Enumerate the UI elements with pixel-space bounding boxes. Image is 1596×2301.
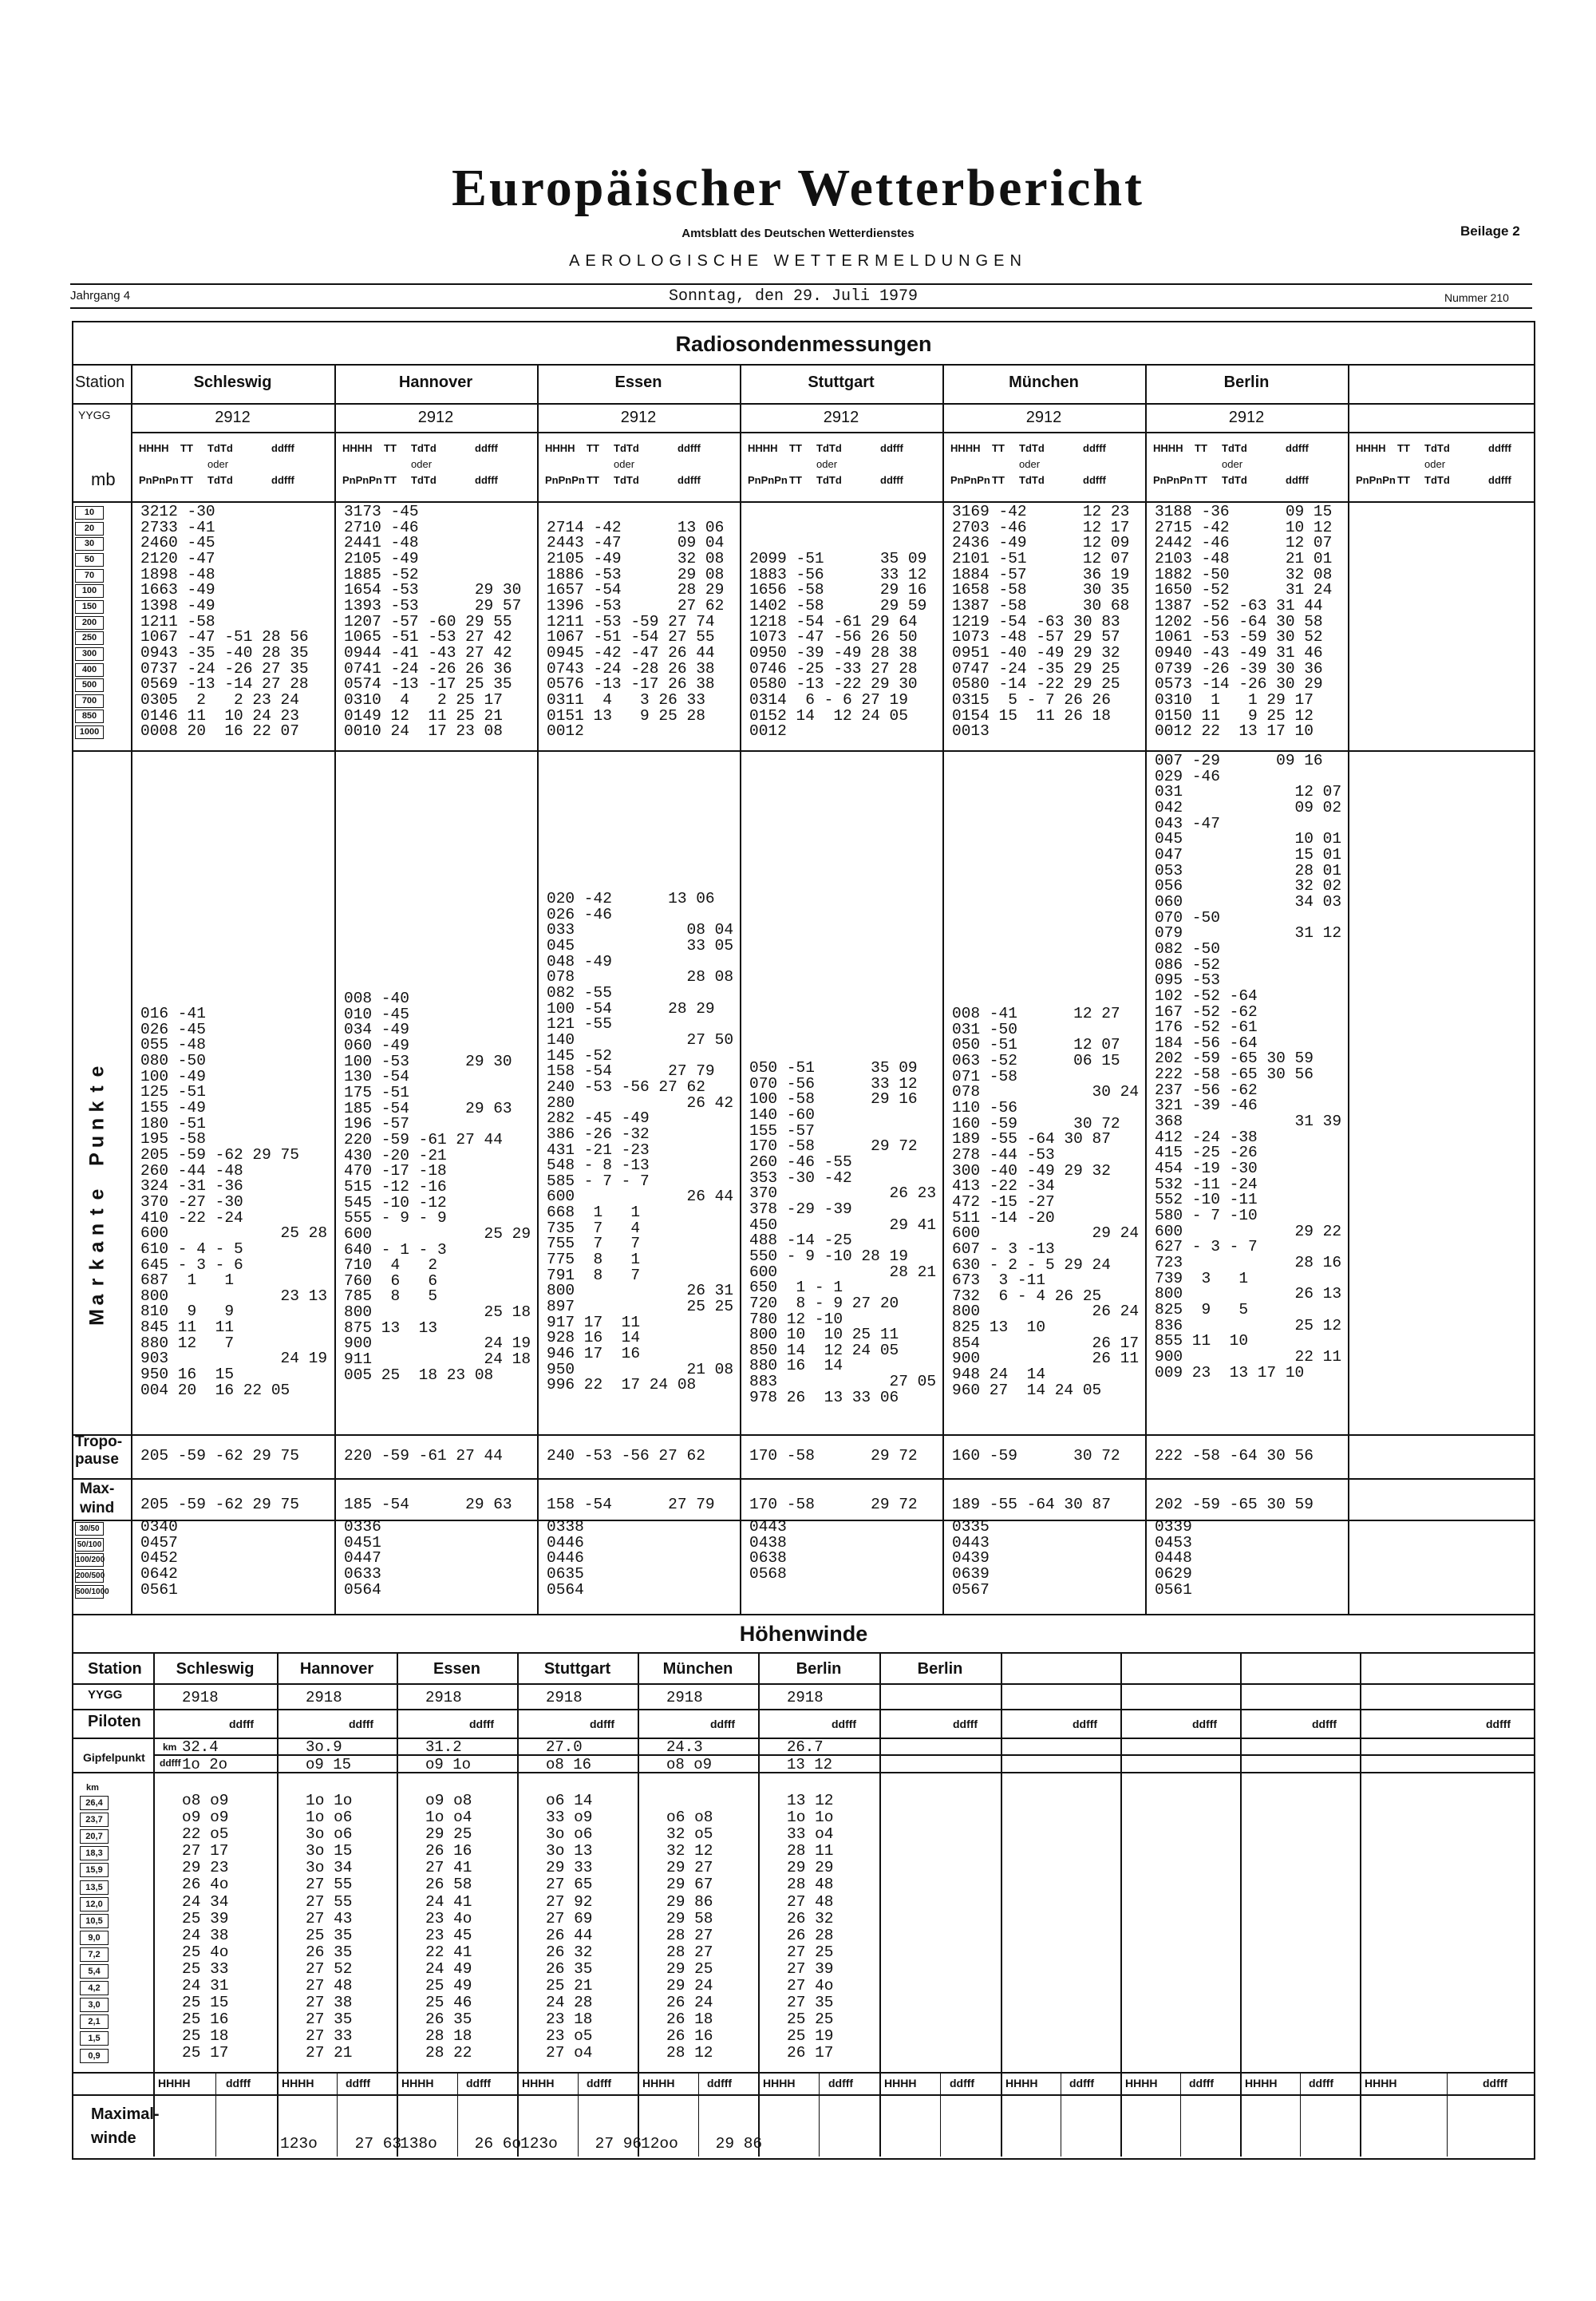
header-label: ddfff	[1286, 474, 1309, 486]
markante-punkte: 008 -40 010 -45 034 -49 060 -49 100 -53 29 30 130 -54 175 -51 185 -54 29 63 196 -57 220 -59 -61 27 44 430 -20 -21 470 -17 -18 515 -12 -16 545 -10 -12 555 - 9 - 9 600 25 29 640 - 1 - 3 710 4 2 760 6 6 785 8 5 800 25 18 875 13 13 900 24 19 911 24 18 005 25 18 23 08	[344, 990, 531, 1384]
header-label: ddfff	[475, 442, 498, 454]
ddfff-header: ddfff	[1312, 1718, 1337, 1730]
header-label: HHHH	[545, 442, 575, 454]
sub-divider	[337, 2072, 338, 2157]
header-label: TdTd	[1424, 442, 1450, 454]
header-label: TT	[992, 474, 1005, 486]
header-label: HHHH	[342, 442, 373, 454]
sub-divider	[1447, 2072, 1448, 2157]
rule	[73, 403, 1534, 405]
station-name: Schleswig	[176, 1660, 255, 1678]
column-divider	[397, 1652, 398, 2157]
wind-column: o9 o8 1o o4 29 25 26 16 27 41 26 58 24 41 23 4o 23 45 22 41 24 49 25 49 25 46 26 35 28 18 28 22	[425, 1792, 472, 2062]
standard-levels: 2099 -51 35 09 1883 -56 33 12 1656 -58 29 16 1402 -58 29 59 1218 -54 -61 29 64 1073 -47 -56 26 50 0950 -39 -49 28 38 0746 -25 -33 27 28 0580 -13 -22 29 30 0314 6 - 6 27 19 0152 14 12 24 05 0012	[749, 549, 927, 741]
header-label: TdTd	[1424, 474, 1450, 486]
header-rule	[70, 283, 1532, 285]
mb-level: 1000	[75, 725, 104, 739]
altitude-level: 15,9	[80, 1863, 109, 1877]
header-label: oder	[1424, 458, 1446, 470]
column-divider	[277, 1652, 279, 2157]
mb-level: 150	[75, 600, 104, 614]
column-divider	[1145, 364, 1147, 1614]
sub-divider	[1300, 2072, 1301, 2157]
maxwind-value: 189 -55 -64 30 87	[952, 1496, 1111, 1513]
header-label: TdTd	[1222, 474, 1247, 486]
gipfel-ddfff: 1o 2o	[182, 1756, 228, 1773]
header-label: ddfff	[1083, 442, 1106, 454]
ddfff-header: ddfff	[466, 2077, 492, 2089]
ddfff-header: ddfff	[346, 2077, 371, 2089]
ddfff-header: ddfff	[1192, 1718, 1218, 1730]
ddfff-header: ddfff	[349, 1718, 374, 1730]
hhhh-header: HHHH	[522, 2077, 555, 2089]
header-label: ddfff	[271, 442, 294, 454]
markante-letter: e	[85, 1065, 109, 1077]
header-label: ddfff	[1488, 442, 1511, 454]
hhhh-header: HHHH	[1005, 2077, 1038, 2089]
header-label: TT	[1397, 442, 1410, 454]
rule	[153, 1754, 1534, 1756]
nummer: Nummer 210	[1444, 291, 1509, 304]
header-label: HHHH	[950, 442, 981, 454]
rule	[73, 364, 1534, 366]
column-divider	[758, 1652, 760, 2157]
hoehenwinde-title: Höhenwinde	[739, 1622, 868, 1646]
km-unit: km	[86, 1783, 99, 1793]
radiosonde-table	[72, 321, 1535, 1615]
column-divider	[740, 364, 741, 1614]
maxwind-layers: 0339 0453 0448 0629 0561	[1155, 1518, 1192, 1599]
markante-punkte: 020 -42 13 06 026 -46 033 08 04 045 33 05 048 -49 078 28 08 082 -55 100 -54 28 29 121 -55 140 27 50 145 -52 158 -54 27 79 240 -53 -56 27 62 280 26 42 282 -45 -49 386 -26 -32 431 -21 -23 548 - 8 -13 585 - 7 - 7 600 26 44 668 1 1 735 7 4 755 7 7 775 8 1 791 8 7 800 26 31 897 25 25 917 17 11 928 16 14 946 17 16 950 21 08 996 22 17 24 08	[547, 890, 734, 1394]
sub-divider	[578, 2072, 579, 2157]
standard-levels: 3169 -42 12 23 2703 -46 12 17 2436 -49 12 09 2101 -51 12 07 1884 -57 36 19 1658 -58 30 35 1387 -58 30 68 1219 -54 -63 30 83 1073 -48 -57 29 57 0951 -40 -49 29 32 0747 -24 -35 29 25 0580 -14 -22 29 25 0315 5 - 7 26 26 0154 15 11 26 18 0013	[952, 503, 1130, 741]
mb-level: 850	[75, 710, 104, 723]
ddfff-header: ddfff	[832, 1718, 857, 1730]
radiosonde-title: Radiosondenmessungen	[675, 332, 932, 356]
header-label: ddfff	[880, 442, 903, 454]
beilage: Beilage 2	[1460, 223, 1520, 239]
mb-label: mb	[91, 469, 116, 489]
ddfff-header: ddfff	[710, 1718, 736, 1730]
station-name: Schleswig	[193, 374, 272, 391]
station-name: München	[1009, 374, 1079, 391]
markante-letter: k	[85, 1259, 109, 1271]
maxwind-value: 170 -58 29 72	[749, 1496, 918, 1513]
altitude-level: 5,4	[80, 1964, 109, 1979]
altitude-level: 12,0	[80, 1897, 109, 1912]
wind-column: 13 12 1o 1o 33 o4 28 11 29 29 28 48 27 48 26 32 26 28 27 25 27 39 27 4o 27 35 25 25 25 19 26 17	[787, 1792, 834, 2062]
hhhh-header: HHHH	[642, 2077, 675, 2089]
sub-divider	[698, 2072, 699, 2157]
mb-level: 200	[75, 616, 104, 630]
maxwind-level: 50/100	[75, 1538, 104, 1552]
gipfel-km: 24.3	[666, 1738, 703, 1756]
column-divider	[1001, 1652, 1002, 2157]
station-name: München	[662, 1660, 733, 1678]
markante-punkte: 016 -41 026 -45 055 -48 080 -50 100 -49 125 -51 155 -49 180 -51 195 -58 205 -59 -62 29 75 260 -44 -48 324 -31 -36 370 -27 -30 410 -22 -24 600 25 28 610 - 4 - 5 645 - 3 - 6 687 1 1 800 23 13 810 9 9 845 11 11 880 12 7 903 24 19 950 16 15 004 20 16 22 05	[140, 1005, 328, 1399]
header-label: ddfff	[1286, 442, 1309, 454]
header-label: HHHH	[748, 442, 778, 454]
yygg-value: 2912	[620, 409, 657, 426]
header-label: TT	[384, 474, 397, 486]
mb-level: 700	[75, 694, 104, 708]
altitude-level: 1,5	[80, 2031, 109, 2046]
gipfel-ddfff: o8 o9	[666, 1756, 713, 1773]
altitude-level: 18,3	[80, 1846, 109, 1860]
wind-column: o8 o9 o9 o9 22 o5 27 17 29 23 26 4o 24 34 25 39 24 38 25 4o 25 33 24 31 25 15 25 16 25 18 25 17	[182, 1792, 229, 2062]
header-label: ddfff	[271, 474, 294, 486]
wind-column: o6 14 33 o9 3o o6 3o 13 29 33 27 65 27 92 27 69 26 44 26 32 26 35 25 21 24 28 23 18 23 o5 27 o4	[546, 1792, 593, 2062]
station-label: Station	[88, 1660, 142, 1678]
mb-level: 250	[75, 631, 104, 645]
header-label: TT	[1195, 474, 1207, 486]
column-divider	[1348, 364, 1349, 1614]
maximalwind-value: 123o 27 96	[520, 2135, 642, 2153]
tropopause-value: 160 -59 30 72	[952, 1447, 1120, 1465]
maxwind-layers: 0338 0446 0446 0635 0564	[547, 1518, 584, 1599]
column-divider	[879, 1652, 881, 2157]
column-divider	[334, 364, 336, 1614]
hhhh-header: HHHH	[1365, 2077, 1397, 2089]
markante-punkte: 050 -51 35 09 070 -56 33 12 100 -58 29 16 140 -60 155 -57 170 -58 29 72 260 -46 -55 353 -30 -42 370 26 23 378 -29 -39 450 29 41 488 -14 -25 550 - 9 -10 28 19 600 28 21 650 1 - 1 720 8 - 9 27 20 780 12 -10 800 10 10 25 11 850 14 12 24 05 880 16 14 883 27 05 978 26 13 33 06	[749, 1059, 937, 1406]
column-divider	[942, 364, 944, 1614]
tropopause-value: 220 -59 -61 27 44	[344, 1447, 503, 1465]
maximalwinde-label: Maximal- winde	[91, 2105, 160, 2147]
yygg-value: 2918	[182, 1689, 219, 1706]
station-name: Stuttgart	[808, 374, 875, 391]
station-name: Hannover	[299, 1660, 374, 1678]
header-label: TT	[1195, 442, 1207, 454]
station-name: Berlin	[917, 1660, 963, 1678]
header-label: TdTd	[207, 474, 233, 486]
hhhh-header: HHHH	[158, 2077, 191, 2089]
header-label: TdTd	[816, 474, 842, 486]
maxwind-value: 205 -59 -62 29 75	[140, 1496, 299, 1513]
tropopause-value: 240 -53 -56 27 62	[547, 1447, 705, 1465]
km-label: km	[163, 1742, 177, 1753]
header-label: PnPnPn	[1153, 474, 1193, 486]
hhhh-header: HHHH	[884, 2077, 917, 2089]
markante-letter: u	[85, 1135, 109, 1149]
yygg-value: 2912	[1025, 409, 1062, 426]
yygg-value: 2918	[666, 1689, 703, 1706]
maxwind-level: 200/500	[75, 1569, 104, 1583]
maximalwind-value: 12oo 29 86	[641, 2135, 763, 2153]
header-label: PnPnPn	[545, 474, 585, 486]
tropopause-value: 170 -58 29 72	[749, 1447, 918, 1465]
yygg-value: 2918	[546, 1689, 583, 1706]
header-label: TdTd	[816, 442, 842, 454]
header-label: TdTd	[614, 442, 639, 454]
station-name: Stuttgart	[543, 1660, 611, 1678]
header-label: HHHH	[139, 442, 169, 454]
altitude-level: 9,0	[80, 1931, 109, 1945]
header-label: TdTd	[411, 474, 437, 486]
station-name: Berlin	[1223, 374, 1270, 391]
markante-punkte: 007 -29 09 16 029 -46 031 12 07 042 09 02 043 -47 045 10 01 047 15 01 053 28 01 056 32 02 060 34 03 070 -50 079 31 12 082 -50 086 -52 095 -53 102 -52 -64 167 -52 -62 176 -52 -61 184 -56 -64 202 -59 -65 30 59 222 -58 -65 30 56 237 -56 -62 321 -39 -46 368 31 39 412 -24 -38 415 -25 -26 454 -19 -30 532 -11 -24 552 -10 -11 580 - 7 -10 600 29 22 627 - 3 - 7 723 28 16 739 3 1 800 26 13 825 9 5 836 25 12 855 11 10 900 22 11 009 23 13 17 10	[1155, 752, 1342, 1382]
header-label: TT	[587, 474, 599, 486]
rule	[73, 1683, 1534, 1685]
maxwind-layers: 0443 0438 0638 0568	[749, 1518, 787, 1583]
yygg-value: 2918	[787, 1689, 824, 1706]
station-label: Station	[75, 374, 125, 391]
hhhh-header: HHHH	[401, 2077, 434, 2089]
maxwind-level: 100/200	[75, 1553, 104, 1567]
mb-level: 300	[75, 647, 104, 661]
standard-levels: 3188 -36 09 15 2715 -42 10 12 2442 -46 12 07 2103 -48 21 01 1882 -50 32 08 1650 -52 31 24 1387 -52 -63 31 44 1202 -56 -64 30 58 1061 -53 -59 30 52 0940 -43 -49 31 46 0739 -26 -39 30 36 0573 -14 -26 30 29 0310 1 1 29 17 0150 11 9 25 12 0012 22 13 17 10	[1155, 503, 1333, 741]
mb-level: 70	[75, 569, 104, 583]
markante-letter: r	[85, 1278, 109, 1287]
markante-letter: k	[85, 1101, 109, 1113]
maximalwind-value: 123o 27 63	[280, 2135, 402, 2153]
markante-letter: M	[85, 1309, 109, 1326]
markante-punkte: 008 -41 12 27 031 -50 050 -51 12 07 063 -52 06 15 071 -58 078 30 24 110 -56 160 -59 30 72 189 -55 -64 30 87 278 -44 -53 300 -40 -49 29 32 413 -22 -34 472 -15 -27 511 -14 -20 600 29 24 607 - 3 -13 630 - 2 - 5 29 24 673 3 -11 732 6 - 4 26 25 800 26 24 825 13 10 854 26 17 900 26 11 948 24 14 960 27 14 24 05	[952, 1005, 1140, 1399]
rule	[131, 432, 1534, 433]
column-divider	[537, 364, 539, 1614]
station-name: Essen	[433, 1660, 480, 1678]
header-label: HHHH	[1356, 442, 1386, 454]
header-label: TdTd	[1222, 442, 1247, 454]
standard-levels: 3212 -30 2733 -41 2460 -45 2120 -47 1898 -48 1663 -49 1398 -49 1211 -58 1067 -47 -51 28 56 0943 -35 -40 28 35 0737 -24 -26 27 35 0569 -13 -14 27 28 0305 2 2 23 24 0146 11 10 24 23 0008 20 16 22 07	[140, 503, 309, 741]
header-label: TdTd	[411, 442, 437, 454]
column-divider	[517, 1652, 519, 2157]
jahrgang: Jahrgang 4	[70, 289, 131, 302]
wind-column: 1o 1o 1o o6 3o o6 3o 15 3o 34 27 55 27 55 27 43 25 35 26 35 27 52 27 48 27 38 27 35 27 33 27 21	[306, 1792, 353, 2062]
sub-divider	[819, 2072, 820, 2157]
ddfff-header: ddfff	[1486, 1718, 1511, 1730]
markante-letter: a	[85, 1294, 109, 1306]
ddfff-header: ddfff	[469, 1718, 495, 1730]
section-title: AEROLOGISCHE WETTERMELDUNGEN	[569, 252, 1027, 270]
header-rule	[70, 307, 1532, 309]
header-label: oder	[207, 458, 229, 470]
station-name: Hannover	[398, 374, 473, 391]
maxwind-value: 185 -54 29 63	[344, 1496, 512, 1513]
header-label: PnPnPn	[748, 474, 788, 486]
rule	[73, 1434, 1534, 1436]
mb-level: 10	[75, 506, 104, 520]
hoehenwinde-table	[72, 1614, 1535, 2160]
header-label: ddfff	[1083, 474, 1106, 486]
hhhh-header: HHHH	[282, 2077, 314, 2089]
yygg-value: 2918	[306, 1689, 342, 1706]
column-divider	[638, 1652, 639, 2157]
altitude-level: 20,7	[80, 1829, 109, 1844]
yygg-label: YYGG	[78, 409, 111, 421]
header-label: ddfff	[678, 442, 701, 454]
column-divider	[1240, 1652, 1242, 2157]
altitude-level: 4,2	[80, 1981, 109, 1995]
gipfel-km: 32.4	[182, 1738, 219, 1756]
markante-letter: n	[85, 1223, 109, 1236]
header-label: TdTd	[1019, 442, 1045, 454]
gipfel-ddfff: o8 16	[546, 1756, 592, 1773]
altitude-level: 26,4	[80, 1796, 109, 1810]
rule	[73, 1520, 1534, 1521]
markante-letter: e	[85, 1188, 109, 1200]
ddfff-header: ddfff	[587, 2077, 612, 2089]
header-label: PnPnPn	[1356, 474, 1396, 486]
ddfff-header: ddfff	[707, 2077, 733, 2089]
markante-letter: a	[85, 1241, 109, 1253]
datum: Sonntag, den 29. Juli 1979	[669, 287, 918, 306]
gipfel-ddfff: o9 15	[306, 1756, 352, 1773]
ddfff-header: ddfff	[590, 1718, 615, 1730]
markante-letter: t	[85, 1208, 109, 1216]
tropopause-value: 222 -58 -64 30 56	[1155, 1447, 1314, 1465]
header-label: oder	[1222, 458, 1243, 470]
hhhh-header: HHHH	[1125, 2077, 1158, 2089]
gipfelpunkt-label: Gipfelpunkt	[83, 1751, 145, 1764]
maxwind-layers: 0336 0451 0447 0633 0564	[344, 1518, 381, 1599]
altitude-level: 3,0	[80, 1998, 109, 2012]
wind-column: o6 o8 32 o5 32 12 29 27 29 67 29 86 29 58 28 27 28 27 29 25 29 24 26 24 26 18 26 16 28 12	[666, 1809, 713, 2062]
ddfff-header: ddfff	[1189, 2077, 1215, 2089]
column-divider	[131, 364, 132, 1614]
mb-level: 400	[75, 663, 104, 677]
header-label: TT	[384, 442, 397, 454]
markante-letter: n	[85, 1117, 109, 1131]
altitude-level: 23,7	[80, 1813, 109, 1827]
mb-level: 500	[75, 678, 104, 692]
tropopause-label: Tropo- pause	[75, 1433, 123, 1468]
header-label: PnPnPn	[139, 474, 179, 486]
rule	[73, 1478, 1534, 1480]
yygg-value: 2912	[823, 409, 859, 426]
markante-letter: P	[85, 1152, 109, 1166]
rule	[73, 1709, 1534, 1710]
ddfff-header: ddfff	[226, 2077, 251, 2089]
header-label: TT	[992, 442, 1005, 454]
column-divider	[153, 1652, 155, 2157]
yygg-value: 2912	[215, 409, 251, 426]
header-label: ddfff	[1488, 474, 1511, 486]
header-label: TT	[180, 442, 193, 454]
column-divider	[1120, 1652, 1122, 2157]
header-label: ddfff	[475, 474, 498, 486]
rule	[73, 2072, 1534, 2074]
ddfff-header: ddfff	[950, 2077, 975, 2089]
sub-divider	[1180, 2072, 1181, 2157]
ddfff-header: ddfff	[953, 1718, 978, 1730]
header-label: TT	[1397, 474, 1410, 486]
header-label: oder	[816, 458, 838, 470]
mb-level: 100	[75, 584, 104, 598]
header-label: TdTd	[1019, 474, 1045, 486]
ddfff-header: ddfff	[1309, 2077, 1334, 2089]
ddfff-header: ddfff	[1069, 2077, 1095, 2089]
rule	[73, 1652, 1534, 1654]
gipfel-km: 3o.9	[306, 1738, 342, 1756]
rule	[73, 2094, 1534, 2096]
header-label: TT	[789, 442, 802, 454]
ddfff-header: ddfff	[229, 1718, 255, 1730]
mb-level: 30	[75, 537, 104, 551]
maxwind-level: 500/1000	[75, 1585, 104, 1599]
hhhh-header: HHHH	[1245, 2077, 1278, 2089]
maxwind-value: 158 -54 27 79	[547, 1496, 715, 1513]
maximalwind-value: 138o 26 6o	[400, 2135, 522, 2153]
maxwind-layers: 0335 0443 0439 0639 0567	[952, 1518, 990, 1599]
altitude-level: 13,5	[80, 1880, 109, 1895]
subtitle: Amtsblatt des Deutschen Wetterdienstes	[681, 227, 915, 240]
yygg-value: 2912	[1228, 409, 1265, 426]
header-label: oder	[1019, 458, 1041, 470]
gipfel-ddfff: o9 1o	[425, 1756, 472, 1773]
header-label: TT	[789, 474, 802, 486]
gipfel-km: 27.0	[546, 1738, 583, 1756]
page-title: Europäischer Wetterbericht	[451, 159, 1145, 217]
ddfff-header: ddfff	[1483, 2077, 1508, 2089]
mb-level: 50	[75, 553, 104, 567]
yygg-value: 2918	[425, 1689, 462, 1706]
maxwind-level: 30/50	[75, 1522, 104, 1536]
header-label: TdTd	[207, 442, 233, 454]
yygg-label: YYGG	[88, 1688, 123, 1702]
maxwind-value: 202 -59 -65 30 59	[1155, 1496, 1314, 1513]
header-label: TT	[180, 474, 193, 486]
sub-divider	[215, 2072, 216, 2157]
header-label: HHHH	[1153, 442, 1183, 454]
gipfel-km: 31.2	[425, 1738, 462, 1756]
hhhh-header: HHHH	[763, 2077, 796, 2089]
header-label: TT	[587, 442, 599, 454]
station-name: Berlin	[796, 1660, 842, 1678]
ddfff-header: ddfff	[1073, 1718, 1098, 1730]
header-label: ddfff	[880, 474, 903, 486]
altitude-level: 2,1	[80, 2014, 109, 2029]
ddfff-header: ddfff	[828, 2077, 854, 2089]
maxwind-layers: 0340 0457 0452 0642 0561	[140, 1518, 178, 1599]
gipfel-ddfff: 13 12	[787, 1756, 833, 1773]
sub-divider	[457, 2072, 458, 2157]
standard-levels: 2714 -42 13 06 2443 -47 09 04 2105 -49 32 08 1886 -53 29 08 1657 -54 28 29 1396 -53 27 62 1211 -53 -59 27 74 1067 -51 -54 27 55 0945 -42 -47 26 44 0743 -24 -28 26 38 0576 -13 -17 26 38 0311 4 3 26 33 0151 13 9 25 28 0012	[547, 518, 725, 741]
ddfff-label: ddfff	[160, 1757, 181, 1769]
altitude-level: 0,9	[80, 2049, 109, 2063]
standard-levels: 3173 -45 2710 -46 2441 -48 2105 -49 1885 -52 1654 -53 29 30 1393 -53 29 57 1207 -57 -60 29 55 1065 -51 -53 27 42 0944 -41 -43 27 42 0741 -24 -26 26 36 0574 -13 -17 25 35 0310 4 2 25 17 0149 12 11 25 21 0010 24 17 23 08	[344, 503, 522, 741]
gipfel-km: 26.7	[787, 1738, 824, 1756]
header-label: oder	[411, 458, 433, 470]
header-label: PnPnPn	[342, 474, 382, 486]
maxwind-label: Max- wind	[80, 1481, 115, 1516]
sub-divider	[940, 2072, 941, 2157]
header-label: PnPnPn	[950, 474, 990, 486]
column-divider	[1360, 1652, 1361, 2157]
markante-letter: t	[85, 1085, 109, 1093]
altitude-level: 7,2	[80, 1947, 109, 1962]
tropopause-value: 205 -59 -62 29 75	[140, 1447, 299, 1465]
header-label: oder	[614, 458, 635, 470]
mb-level: 20	[75, 522, 104, 536]
piloten-label: Piloten	[88, 1713, 141, 1730]
yygg-value: 2912	[417, 409, 454, 426]
altitude-level: 10,5	[80, 1914, 109, 1928]
header-label: TdTd	[614, 474, 639, 486]
station-name: Essen	[614, 374, 662, 391]
header-label: ddfff	[678, 474, 701, 486]
